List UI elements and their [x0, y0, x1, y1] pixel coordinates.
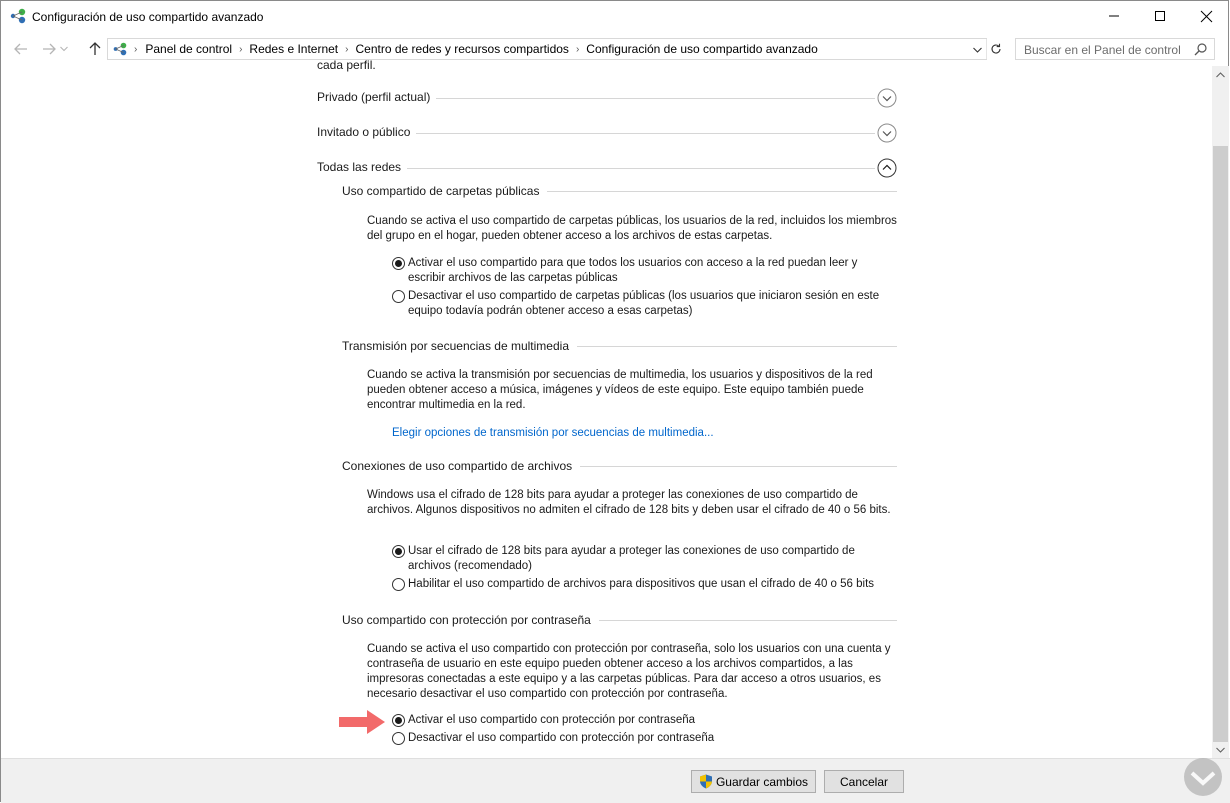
section-file-sharing-header — [342, 459, 897, 475]
chevron-right-icon[interactable]: › — [575, 43, 580, 55]
close-icon — [1201, 11, 1212, 22]
group-private[interactable] — [317, 88, 897, 108]
group-label: Todas las redes — [317, 160, 407, 174]
radio-button[interactable] — [392, 578, 405, 591]
chevron-right-icon[interactable]: › — [239, 43, 243, 55]
group-label: Privado (perfil actual) — [317, 90, 436, 104]
vertical-scrollbar[interactable] — [1212, 66, 1229, 758]
section-title: Uso compartido con protección por contraseña — [342, 613, 599, 627]
search-placeholder: Buscar en el Panel de control — [1024, 43, 1181, 57]
section-title: Transmisión por secuencias de multimedia — [342, 339, 577, 353]
close-button[interactable] — [1183, 1, 1229, 31]
media-options-link[interactable]: Elegir opciones de transmisión por secuencias de multimedia... — [392, 427, 714, 439]
radio-label[interactable]: Usar el cifrado de 128 bits para ayudar a proteger las conexiones de uso compartido de archivos (recomendado) — [408, 545, 855, 572]
network-sharing-icon — [112, 42, 128, 56]
radio-public-folders-off[interactable] — [392, 289, 897, 319]
save-button-label: Guardar cambios — [715, 774, 809, 789]
section-description: Cuando se activa la transmisión por secuencias de multimedia, los usuarios y dispositivos de la red pueden obtener acceso a música, imágenes y vídeos de este equipo. Este equipo también puede encontrar multimedia en la red. — [367, 369, 873, 411]
radio-label[interactable]: Habilitar el uso compartido de archivos para dispositivos que usan el cifrado de 40 o 56 bits — [408, 578, 875, 590]
radio-button[interactable] — [392, 545, 405, 558]
watermark-logo-icon — [1181, 751, 1225, 799]
address-dropdown-button[interactable] — [969, 40, 985, 60]
minimize-button[interactable] — [1091, 1, 1137, 31]
arrow-up-icon — [89, 42, 101, 56]
group-label: Invitado o público — [317, 125, 416, 139]
search-box[interactable] — [1015, 38, 1215, 60]
radio-label[interactable]: Desactivar el uso compartido de carpetas públicas (los usuarios que iniciaron sesión en este equipo todavía podrán obtener acceso a esas carpetas) — [408, 290, 880, 317]
scroll-up-button[interactable] — [1212, 66, 1229, 83]
refresh-button[interactable] — [986, 39, 1004, 59]
uac-shield-icon — [699, 774, 713, 789]
radio-button[interactable] — [392, 290, 405, 303]
recent-locations-button[interactable] — [57, 39, 71, 59]
maximize-button[interactable] — [1137, 1, 1183, 31]
breadcrumb-item[interactable]: Redes e Internet — [249, 42, 339, 56]
window-title: Configuración de uso compartido avanzado — [32, 10, 264, 24]
breadcrumb-item[interactable]: Panel de control — [145, 42, 233, 56]
radio-button[interactable] — [392, 714, 405, 727]
chevron-right-icon[interactable]: › — [345, 43, 349, 55]
arrow-right-icon — [42, 43, 56, 55]
navigation-bar — [1, 32, 1228, 66]
group-guest-public[interactable] — [317, 123, 897, 143]
chevron-down-icon — [973, 47, 982, 53]
section-title: Conexiones de uso compartido de archivos — [342, 459, 580, 473]
radio-label[interactable]: Activar el uso compartido con protección por contraseña — [408, 714, 696, 726]
cancel-button-label: Cancelar — [839, 774, 889, 789]
save-changes-button[interactable] — [691, 770, 816, 793]
group-all-networks[interactable] — [317, 158, 897, 178]
cancel-button[interactable] — [824, 770, 904, 793]
maximize-icon — [1155, 11, 1165, 21]
collapse-chevron-icon[interactable] — [877, 158, 897, 178]
back-button[interactable] — [10, 39, 32, 59]
highlight-arrow-icon — [337, 707, 387, 737]
arrow-left-icon — [14, 43, 28, 55]
section-public-folders-header — [342, 184, 897, 200]
section-password-header — [342, 613, 897, 629]
refresh-icon — [990, 43, 1002, 55]
up-button[interactable] — [84, 39, 106, 59]
minimize-icon — [1109, 11, 1119, 21]
search-icon[interactable] — [1194, 42, 1208, 56]
chevron-down-icon — [60, 46, 68, 52]
section-description: Cuando se activa el uso compartido con protección por contraseña, solo los usuarios con una cuenta y contraseña de usuario en este equipo pueden obtener acceso a los archivos compartidos, a las impresoras conectadas a este equipo y a las carpetas públicas. Para dar acceso a otros usuarios, es necesario desactivar el uso compartido con protección por contraseña. — [367, 643, 891, 700]
section-media-header — [342, 339, 897, 355]
network-sharing-icon — [9, 8, 27, 24]
radio-encryption-128[interactable] — [392, 544, 897, 574]
expand-chevron-icon[interactable] — [877, 123, 897, 143]
scroll-thumb[interactable] — [1213, 146, 1228, 742]
section-description: Cuando se activa el uso compartido de carpetas públicas, los usuarios de la red, incluidos los miembros del grupo en el hogar, pueden obtener acceso a los archivos de estas carpetas. — [367, 215, 897, 242]
section-description: Windows usa el cifrado de 128 bits para ayudar a proteger las conexiones de uso compartido de archivos. Algunos dispositivos no admiten el cifrado de 128 bits y deben usar el cifrado de 40 o 56 bits. — [367, 489, 891, 516]
radio-label[interactable]: Desactivar el uso compartido con protección por contraseña — [408, 732, 715, 744]
chevron-up-icon — [1216, 72, 1225, 78]
radio-label[interactable]: Activar el uso compartido para que todos los usuarios con acceso a la red puedan leer y escribir archivos de las carpetas públicas — [408, 257, 858, 284]
section-title: Uso compartido de carpetas públicas — [342, 184, 547, 198]
address-bar[interactable] — [107, 38, 987, 60]
radio-public-folders-on[interactable] — [392, 256, 897, 286]
radio-encryption-40-56[interactable] — [392, 577, 897, 592]
radio-button[interactable] — [392, 732, 405, 745]
radio-password-on[interactable] — [392, 713, 897, 728]
expand-chevron-icon[interactable] — [877, 88, 897, 108]
breadcrumb — [132, 42, 818, 56]
breadcrumb-item[interactable]: Configuración de uso compartido avanzado — [586, 42, 818, 56]
footer-bar — [1, 758, 1230, 803]
title-bar — [1, 1, 1228, 32]
settings-content — [1, 58, 1212, 758]
breadcrumb-item[interactable]: Centro de redes y recursos compartidos — [355, 42, 569, 56]
chevron-right-icon: › — [134, 43, 138, 55]
radio-password-off[interactable] — [392, 731, 897, 746]
radio-button[interactable] — [392, 257, 405, 270]
clipped-text: cada perfil. — [317, 58, 376, 72]
